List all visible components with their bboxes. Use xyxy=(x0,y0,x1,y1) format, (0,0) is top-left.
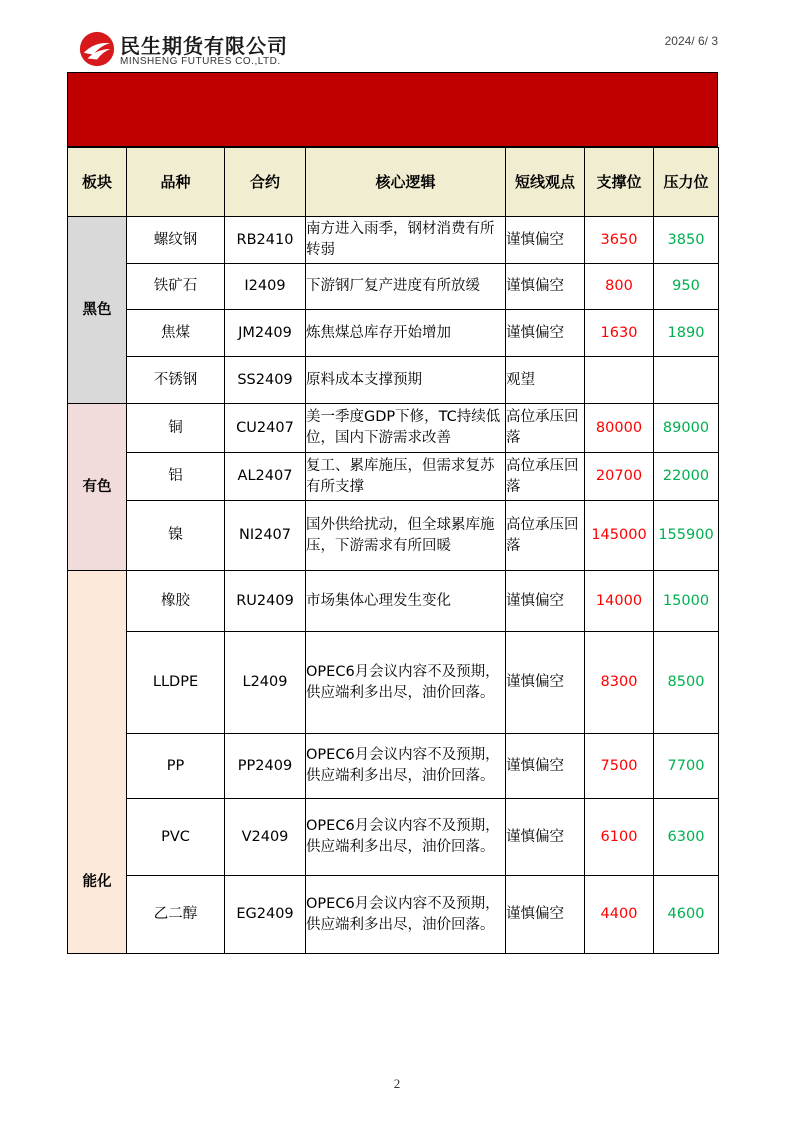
view-cell: 高位承压回落 xyxy=(506,404,585,453)
company-logo xyxy=(78,28,318,72)
variety-cell: 不锈钢 xyxy=(127,357,225,404)
contract-cell: SS2409 xyxy=(225,357,306,404)
variety-cell: 镍 xyxy=(127,501,225,571)
page-number: 2 xyxy=(393,1076,401,1091)
logic-cell: 国外供给扰动，但全球累库施压，下游需求有所回暖 xyxy=(306,501,506,571)
table-row xyxy=(68,571,719,632)
view-cell: 高位承压回落 xyxy=(506,453,585,501)
table-row xyxy=(68,217,719,264)
contract-cell: AL2407 xyxy=(225,453,306,501)
resistance-cell: 4600 xyxy=(654,876,719,954)
report-date: 2024/ 6/ 3 xyxy=(664,34,718,48)
col-header-sector: 板块 xyxy=(68,148,127,217)
sector-cell-black: 黑色 xyxy=(68,217,127,404)
resistance-cell: 8500 xyxy=(654,632,719,734)
col-header-support: 支撑位 xyxy=(585,148,654,217)
table-row xyxy=(68,632,719,734)
table-header-row xyxy=(68,148,719,217)
logic-cell: 复工、累库施压，但需求复苏有所支撑 xyxy=(306,453,506,501)
logic-cell: OPEC6月会议内容不及预期，供应端利多出尽，油价回落。 xyxy=(306,799,506,876)
variety-cell: 乙二醇 xyxy=(127,876,225,954)
view-cell: 高位承压回落 xyxy=(506,501,585,571)
table-row xyxy=(68,501,719,571)
title-banner xyxy=(67,72,718,147)
variety-cell: LLDPE xyxy=(127,632,225,734)
table-row xyxy=(68,734,719,799)
view-cell: 谨慎偏空 xyxy=(506,632,585,734)
table-row xyxy=(68,799,719,876)
table-row xyxy=(68,357,719,404)
table-row xyxy=(68,404,719,453)
logic-cell: OPEC6月会议内容不及预期，供应端利多出尽，油价回落。 xyxy=(306,734,506,799)
resistance-cell: 950 xyxy=(654,264,719,310)
resistance-cell: 22000 xyxy=(654,453,719,501)
contract-cell: PP2409 xyxy=(225,734,306,799)
company-name-en: MINSHENG FUTURES CO.,LTD. xyxy=(120,56,281,67)
variety-cell: 焦煤 xyxy=(127,310,225,357)
contract-cell: RB2410 xyxy=(225,217,306,264)
logic-cell: 市场集体心理发生变化 xyxy=(306,571,506,632)
support-cell: 7500 xyxy=(585,734,654,799)
contract-cell: V2409 xyxy=(225,799,306,876)
resistance-cell: 7700 xyxy=(654,734,719,799)
contract-cell: RU2409 xyxy=(225,571,306,632)
view-cell: 谨慎偏空 xyxy=(506,876,585,954)
logic-cell: 炼焦煤总库存开始增加 xyxy=(306,310,506,357)
support-cell: 6100 xyxy=(585,799,654,876)
logic-cell: OPEC6月会议内容不及预期，供应端利多出尽，油价回落。 xyxy=(306,876,506,954)
logic-cell: 南方进入雨季，钢材消费有所转弱 xyxy=(306,217,506,264)
contract-cell: NI2407 xyxy=(225,501,306,571)
variety-cell: PVC xyxy=(127,799,225,876)
support-cell: 20700 xyxy=(585,453,654,501)
contract-cell: CU2407 xyxy=(225,404,306,453)
col-header-contract: 合约 xyxy=(225,148,306,217)
view-cell: 谨慎偏空 xyxy=(506,264,585,310)
sector-cell-chemical: 能化 xyxy=(68,571,127,954)
view-cell: 谨慎偏空 xyxy=(506,310,585,357)
view-cell: 观望 xyxy=(506,357,585,404)
support-cell: 3650 xyxy=(585,217,654,264)
resistance-cell: 155900 xyxy=(654,501,719,571)
variety-cell: 铝 xyxy=(127,453,225,501)
resistance-cell xyxy=(654,357,719,404)
support-cell: 800 xyxy=(585,264,654,310)
resistance-cell: 1890 xyxy=(654,310,719,357)
support-cell: 145000 xyxy=(585,501,654,571)
strategy-table xyxy=(67,147,719,954)
contract-cell: I2409 xyxy=(225,264,306,310)
resistance-cell: 6300 xyxy=(654,799,719,876)
col-header-resistance: 压力位 xyxy=(654,148,719,217)
contract-cell: JM2409 xyxy=(225,310,306,357)
variety-cell: PP xyxy=(127,734,225,799)
col-header-view: 短线观点 xyxy=(506,148,585,217)
support-cell: 1630 xyxy=(585,310,654,357)
resistance-cell: 3850 xyxy=(654,217,719,264)
table-row xyxy=(68,453,719,501)
minsheng-logo-icon xyxy=(78,30,116,68)
variety-cell: 橡胶 xyxy=(127,571,225,632)
logic-cell: OPEC6月会议内容不及预期，供应端利多出尽，油价回落。 xyxy=(306,632,506,734)
table-row xyxy=(68,310,719,357)
table-row xyxy=(68,876,719,954)
contract-cell: L2409 xyxy=(225,632,306,734)
logic-cell: 下游钢厂复产进度有所放缓 xyxy=(306,264,506,310)
sector-cell-nonferrous: 有色 xyxy=(68,404,127,571)
contract-cell: EG2409 xyxy=(225,876,306,954)
support-cell xyxy=(585,357,654,404)
resistance-cell: 15000 xyxy=(654,571,719,632)
variety-cell: 铁矿石 xyxy=(127,264,225,310)
view-cell: 谨慎偏空 xyxy=(506,571,585,632)
logic-cell: 美一季度GDP下修，TC持续低位，国内下游需求改善 xyxy=(306,404,506,453)
support-cell: 8300 xyxy=(585,632,654,734)
variety-cell: 螺纹钢 xyxy=(127,217,225,264)
company-name-cn: 民生期货有限公司 xyxy=(120,34,288,58)
support-cell: 14000 xyxy=(585,571,654,632)
view-cell: 谨慎偏空 xyxy=(506,799,585,876)
view-cell: 谨慎偏空 xyxy=(506,217,585,264)
support-cell: 4400 xyxy=(585,876,654,954)
view-cell: 谨慎偏空 xyxy=(506,734,585,799)
logic-cell: 原料成本支撑预期 xyxy=(306,357,506,404)
col-header-variety: 品种 xyxy=(127,148,225,217)
variety-cell: 铜 xyxy=(127,404,225,453)
table-row xyxy=(68,264,719,310)
col-header-logic: 核心逻辑 xyxy=(306,148,506,217)
resistance-cell: 89000 xyxy=(654,404,719,453)
support-cell: 80000 xyxy=(585,404,654,453)
